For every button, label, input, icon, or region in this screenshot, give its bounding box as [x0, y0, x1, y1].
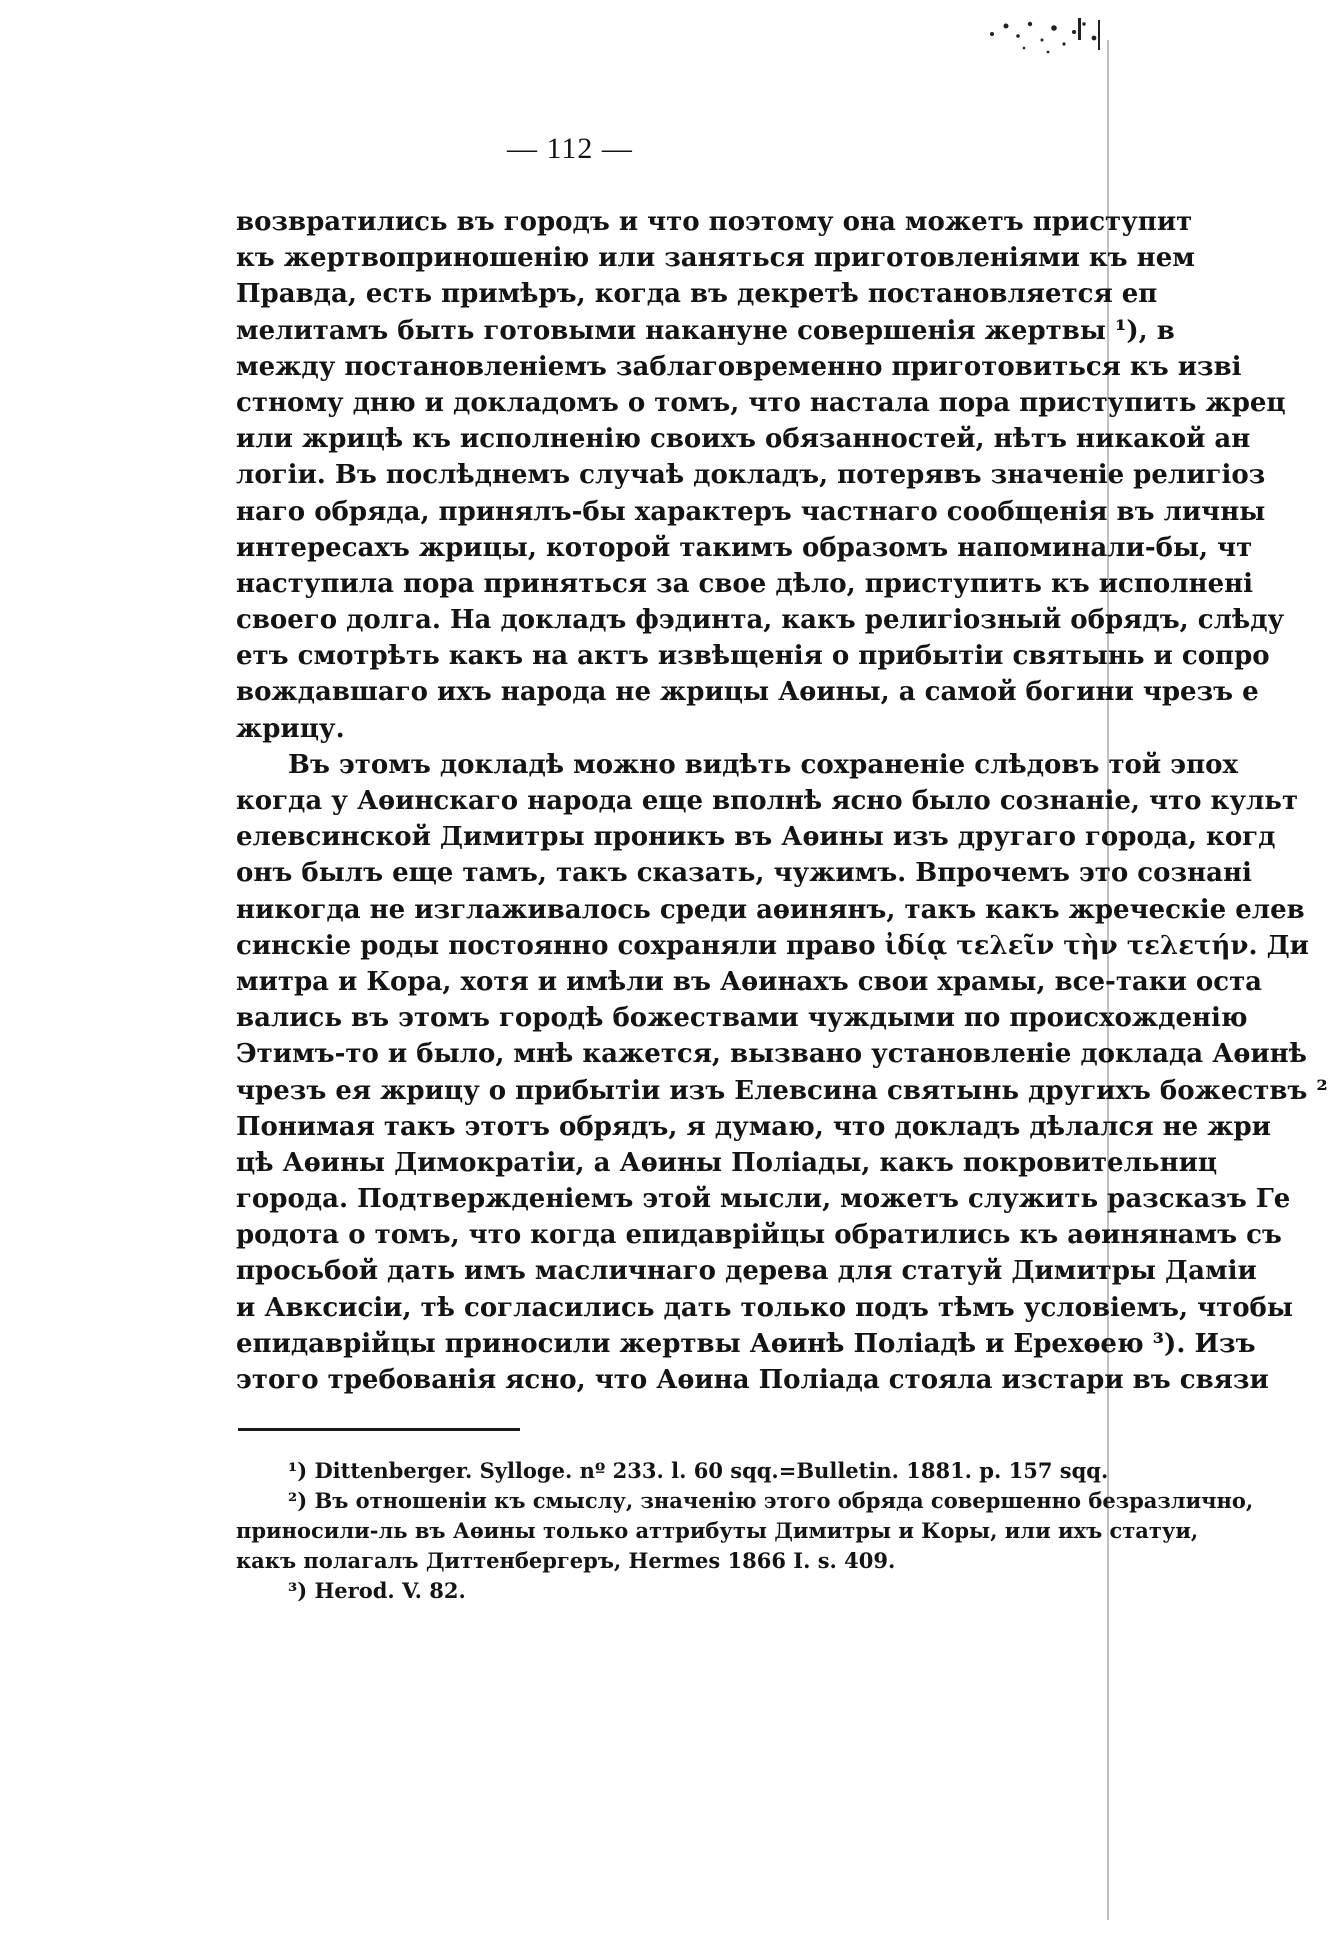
text-line: Правда, есть примѣръ, когда въ декретѣ постановляется еп [236, 279, 1158, 310]
text-line: города. Подтвержденіемъ этой мысли, можетъ служить разсказъ Ге [236, 1184, 1291, 1215]
text-line: никогда не изглаживалось среди аѳинянъ, такъ какъ жреческіе елев [236, 894, 1305, 925]
text-line: епидаврійцы приносили жертвы Аѳинѣ Поліадѣ и Ерехѳею ³). Изъ [236, 1328, 1256, 1359]
text-line: и Авксисіи, тѣ согласились дать только подъ тѣмъ условіемъ, чтобы [236, 1292, 1293, 1323]
text-line: когда у Аѳинскаго народа еще вполнѣ ясно было сознаніе, что культ [236, 786, 1299, 816]
text-line: или жрицѣ къ исполненію своихъ обязанностей, нѣтъ никакой ан [236, 424, 1251, 455]
body-text [236, 204, 1328, 1398]
footnote-separator [238, 1428, 520, 1431]
text-line: между постановленіемъ заблаговременно приготовиться къ изві [236, 351, 1242, 382]
text-line: онъ былъ еще тамъ, такъ сказать, чужимъ. Впрочемъ это сознані [236, 858, 1252, 889]
text-line: етъ смотрѣть какъ на актъ извѣщенія о прибытіи святынь и сопро [236, 641, 1270, 672]
footnote-line: ²) Въ отношеніи къ смыслу, значенію этого обряда совершенно безразлично, [288, 1488, 1254, 1513]
text-line: логіи. Въ послѣднемъ случаѣ докладъ, потерявъ значеніе религіоз [236, 460, 1266, 491]
footnotes [236, 1456, 1254, 1606]
text-line: къ жертвоприношенію или заняться приготовленіями къ нем [236, 243, 1195, 274]
scan-corner-noise [958, 14, 1108, 58]
text-line: Понимая такъ этотъ обрядъ, я думаю, что докладъ дѣлался не жри [236, 1111, 1271, 1142]
text-line: наго обряда, принялъ-бы характеръ частнаго сообщенія въ личны [236, 496, 1266, 527]
footnote-line: приносили-ль въ Аѳины только аттрибуты Димитры и Коры, или ихъ статуи, [236, 1518, 1199, 1543]
footnote-line: ¹) Dittenberger. Sylloge. nº 233. l. 60 sqq.=Bulletin. 1881. p. 157 sqq. [288, 1458, 1109, 1483]
page-number: — 112 — [507, 132, 633, 165]
text-line: стному дню и докладомъ о томъ, что настала пора приступить жрец [236, 387, 1286, 418]
footnote-line: ³) Herod. V. 82. [288, 1578, 466, 1603]
text-line: наступила пора приняться за свое дѣло, приступить къ исполнені [236, 568, 1254, 599]
text-line: митра и Кора, хотя и имѣли въ Аѳинахъ свои храмы, все-таки оста [236, 966, 1263, 997]
text-line: интересахъ жрицы, которой такимъ образомъ напоминали-бы, чт [236, 532, 1253, 563]
text-line: мелитамъ быть готовыми накануне совершенія жертвы ¹), в [236, 315, 1175, 346]
text-line: елевсинской Димитры проникъ въ Аѳины изъ другаго города, когд [236, 822, 1276, 853]
text-line: вождавшаго ихъ народа не жрицы Аѳины, а самой богини чрезъ е [236, 677, 1259, 708]
text-line: своего долга. На докладъ фэдинта, какъ религіозный обрядъ, слѣду [236, 605, 1285, 636]
text-line: этого требованія ясно, что Аѳина Поліада стояла изстари въ связи [236, 1365, 1269, 1395]
footnote-line: какъ полагалъ Диттенбергеръ, Hermes 1866 I. s. 409. [236, 1548, 896, 1573]
text-line: просьбой дать имъ масличнаго дерева для статуй Димитры Даміи [236, 1256, 1257, 1287]
text-line: Въ этомъ докладѣ можно видѣть сохраненіе слѣдовъ той эпох [288, 749, 1238, 780]
text-line: цѣ Аѳины Димократіи, а Аѳины Поліады, какъ покровительниц [236, 1147, 1218, 1178]
text-line: родота о томъ, что когда епидаврійцы обратились къ аѳинянамъ съ [236, 1220, 1282, 1251]
text-line: синскіе роды постоянно сохраняли право ἰδίᾳ τελεῖν τὴν τελετήν. Ди [236, 930, 1309, 961]
text-line: вались въ этомъ городѣ божествами чуждыми по происхожденію [236, 1003, 1248, 1034]
text-line: жрицу. [236, 713, 345, 744]
text-line: возвратились въ городъ и что поэтому она можетъ приступит [236, 207, 1193, 237]
text-line: чрезъ ея жрицу о прибытіи изъ Елевсина святынь другихъ божествъ ² [236, 1075, 1328, 1106]
text-line: Этимъ-то и было, мнѣ кажется, вызвано установленіе доклада Аѳинѣ [236, 1039, 1307, 1070]
